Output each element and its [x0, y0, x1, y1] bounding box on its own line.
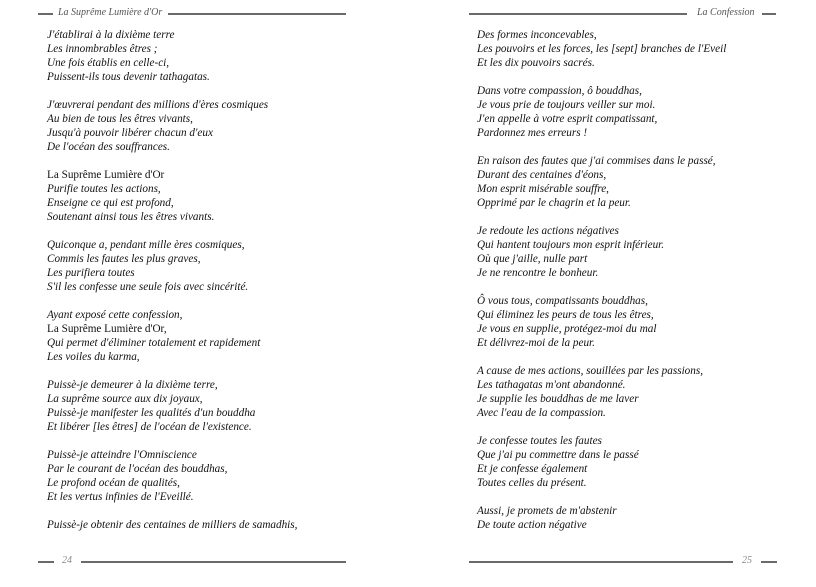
stanza: [47, 448, 297, 504]
verse-line: Jusqu'à pouvoir libérer chacun d'eux: [47, 127, 213, 139]
verse-line: Et les dix pouvoirs sacrés.: [477, 57, 595, 69]
verse-line: Les purifiera toutes: [47, 267, 135, 279]
right-page-text: [477, 28, 726, 546]
verse-line: Je redoute les actions négatives: [477, 225, 619, 237]
verse-line: Et libérer [les êtres] de l'océan de l'existence.: [47, 421, 252, 433]
verse-line: Toutes celles du présent.: [477, 477, 587, 489]
verse-line: De l'océan des souffrances.: [47, 141, 170, 153]
verse-line: Soutenant ainsi tous les êtres vivants.: [47, 211, 215, 223]
stanza: [47, 168, 297, 224]
running-head-right: La Confession: [697, 7, 755, 18]
verse-line: Et je confesse également: [477, 463, 588, 475]
verse-line: Purifie toutes les actions,: [47, 183, 161, 195]
page-number-right: 25: [742, 555, 752, 566]
verse-line: Opprimé par le chagrin et la peur.: [477, 197, 631, 209]
header-rule-right-short: [762, 13, 776, 15]
footer-rule-left-long: [81, 561, 346, 563]
footer-rule-right-long: [469, 561, 733, 563]
verse-line: Quiconque a, pendant mille ères cosmiques,: [47, 239, 245, 251]
stanza: [47, 518, 297, 532]
verse-line: Et délivrez-moi de la peur.: [477, 337, 595, 349]
footer-rule-left-short: [38, 561, 54, 563]
verse-line: Des formes inconcevables,: [477, 29, 597, 41]
verse-line: S'il les confesse une seule fois avec sincérité.: [47, 281, 249, 293]
header-rule-left-long: [168, 13, 346, 15]
verse-line: J'œuvrerai pendant des millions d'ères cosmiques: [47, 99, 269, 111]
stanza: [477, 154, 726, 210]
left-page-text: [47, 28, 297, 546]
verse-line: Ô vous tous, compatissants bouddhas,: [477, 295, 648, 307]
verse-line: Les voiles du karma,: [47, 351, 140, 363]
verse-line: Les tathagatas m'ont abandonné.: [477, 379, 626, 391]
header-rule-right-long: [469, 13, 687, 15]
verse-line: Je vous prie de toujours veiller sur moi.: [477, 99, 656, 111]
stanza: [477, 84, 726, 140]
running-head-left: La Suprême Lumière d'Or: [58, 7, 163, 18]
verse-line: En raison des fautes que j'ai commises dans le passé,: [477, 155, 716, 167]
verse-line: Par le courant de l'océan des bouddhas,: [47, 463, 228, 475]
verse-line: La Suprême Lumière d'Or,: [47, 323, 167, 335]
verse-line: Où que j'aille, nulle part: [477, 253, 588, 265]
verse-line: A cause de mes actions, souillées par les passions,: [477, 365, 704, 377]
stanza: [477, 294, 726, 350]
verse-line: Mon esprit misérable souffre,: [477, 183, 609, 195]
verse-line: Commis les fautes les plus graves,: [47, 253, 201, 265]
verse-line: Puissè-je atteindre l'Omniscience: [47, 449, 197, 461]
verse-line: Avec l'eau de la compassion.: [477, 407, 606, 419]
verse-line: Que j'ai pu commettre dans le passé: [477, 449, 639, 461]
verse-line: Le profond océan de qualités,: [47, 477, 180, 489]
verse-line: Qui éliminez les peurs de tous les êtres,: [477, 309, 654, 321]
verse-line: La suprême source aux dix joyaux,: [47, 393, 203, 405]
stanza: [477, 28, 726, 70]
verse-line: La Suprême Lumière d'Or: [47, 169, 165, 181]
verse-line: Les innombrables êtres ;: [47, 43, 158, 55]
stanza: [477, 224, 726, 280]
stanza: [47, 28, 297, 84]
header-rule-left-short: [38, 13, 53, 15]
verse-line: Je ne rencontre le bonheur.: [477, 267, 599, 279]
verse-line: Je confesse toutes les fautes: [477, 435, 602, 447]
stanza: [47, 308, 297, 364]
verse-line: Puissè-je demeurer à la dixième terre,: [47, 379, 218, 391]
verse-line: Une fois établis en celle-ci,: [47, 57, 170, 69]
stanza: [47, 238, 297, 294]
verse-line: De toute action négative: [477, 519, 587, 531]
verse-line: Dans votre compassion, ô bouddhas,: [477, 85, 642, 97]
stanza: [477, 364, 726, 420]
verse-line: Je vous en supplie, protégez-moi du mal: [477, 323, 657, 335]
verse-line: Durant des centaines d'éons,: [477, 169, 607, 181]
verse-line: Puissent-ils tous devenir tathagatas.: [47, 71, 210, 83]
verse-line: J'en appelle à votre esprit compatissant,: [477, 113, 658, 125]
verse-line: Pardonnez mes erreurs !: [477, 127, 588, 139]
verse-line: Ayant exposé cette confession,: [47, 309, 183, 321]
verse-line: Puissè-je obtenir des centaines de milliers de samadhis,: [47, 519, 298, 531]
verse-line: Je supplie les bouddhas de me laver: [477, 393, 639, 405]
verse-line: Enseigne ce qui est profond,: [47, 197, 174, 209]
verse-line: Qui hantent toujours mon esprit inférieur.: [477, 239, 665, 251]
stanza: [47, 98, 297, 154]
stanza: [477, 434, 726, 490]
verse-line: J'établirai à la dixième terre: [47, 29, 175, 41]
verse-line: Qui permet d'éliminer totalement et rapidement: [47, 337, 261, 349]
verse-line: Au bien de tous les êtres vivants,: [47, 113, 193, 125]
stanza: [47, 378, 297, 434]
page-number-left: 24: [62, 555, 72, 566]
verse-line: Et les vertus infinies de l'Eveillé.: [47, 491, 194, 503]
stanza: [477, 504, 726, 532]
verse-line: Puissè-je manifester les qualités d'un bouddha: [47, 407, 256, 419]
footer-rule-right-short: [761, 561, 777, 563]
verse-line: Les pouvoirs et les forces, les [sept] branches de l'Eveil: [477, 43, 727, 55]
verse-line: Aussi, je promets de m'abstenir: [477, 505, 617, 517]
